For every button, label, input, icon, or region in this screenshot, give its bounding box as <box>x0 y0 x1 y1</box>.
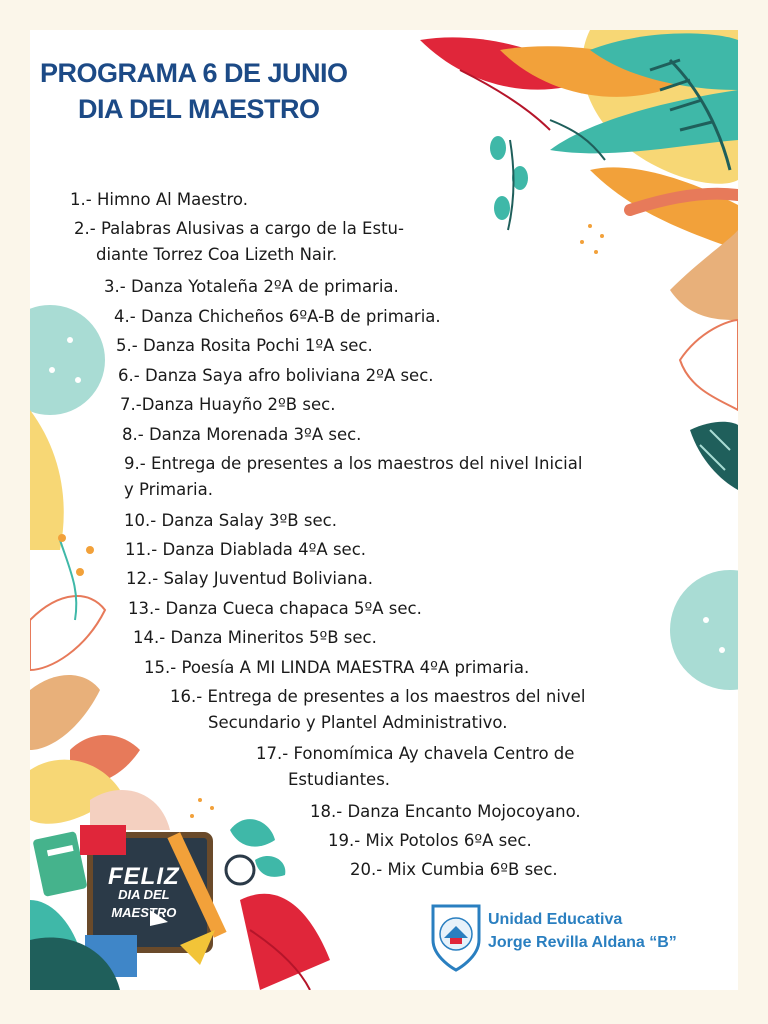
list-item: 20.- Mix Cumbia 6ºB sec. <box>350 860 558 879</box>
school-name <box>488 908 677 954</box>
list-item: 1.- Himno Al Maestro. <box>70 190 248 209</box>
leaf-icon <box>30 534 140 824</box>
list-item: 11.- Danza Diablada 4ºA sec. <box>125 540 367 559</box>
page-subtitle: DIA DEL MAESTRO <box>78 94 320 124</box>
list-item: 13.- Danza Cueca chapaca 5ºA sec. <box>128 599 422 618</box>
list-item: 9.- Entrega de presentes a los maestros del nivel Inicial y Primaria. <box>124 454 583 499</box>
list-item: 7.-Danza Huayño 2ºB sec. <box>120 395 336 414</box>
list-item: 18.- Danza Encanto Mojocoyano. <box>310 802 581 821</box>
page-title: PROGRAMA 6 DE JUNIO <box>40 58 348 88</box>
chalkboard-greeting <box>108 863 180 922</box>
school-name-line: Unidad Educativa <box>488 911 623 928</box>
school-name-line: Jorge Revilla Aldana “B” <box>488 934 677 951</box>
list-item: 10.- Danza Salay 3ºB sec. <box>124 511 337 530</box>
chalkboard-line: FELIZ <box>108 863 180 890</box>
list-item: 4.- Danza Chicheños 6ºA-B de primaria. <box>114 307 441 326</box>
list-item: 3.- Danza Yotaleña 2ºA de primaria. <box>104 277 399 296</box>
list-item: 5.- Danza Rosita Pochi 1ºA sec. <box>116 336 373 355</box>
chalkboard-line: MAESTRO <box>111 905 177 920</box>
teal-circle <box>30 305 105 415</box>
list-item: 2.- Palabras Alusivas a cargo de la Estu- diante Torrez Coa Lizeth Nair. <box>74 219 404 264</box>
teal-circle <box>670 570 738 690</box>
list-item: 12.- Salay Juventud Boliviana. <box>126 569 373 588</box>
list-item: 14.- Danza Mineritos 5ºB sec. <box>133 628 377 647</box>
leaf-icon <box>30 410 64 550</box>
list-item: 19.- Mix Potolos 6ºA sec. <box>328 831 532 850</box>
list-item: 16.- Entrega de presentes a los maestros del nivel Secundario y Plantel Administrativo. <box>170 687 586 732</box>
list-item: 6.- Danza Saya afro boliviana 2ºA sec. <box>118 366 434 385</box>
list-item: 8.- Danza Morenada 3ºA sec. <box>122 425 362 444</box>
chalkboard-line: DIA DEL <box>118 887 170 902</box>
list-item: 17.- Fonomímica Ay chavela Centro de Estudiantes. <box>256 744 575 789</box>
program-poster <box>30 30 738 990</box>
list-item: 15.- Poesía A MI LINDA MAESTRA 4ºA primaria. <box>144 658 530 677</box>
school-crest-icon <box>433 906 479 970</box>
